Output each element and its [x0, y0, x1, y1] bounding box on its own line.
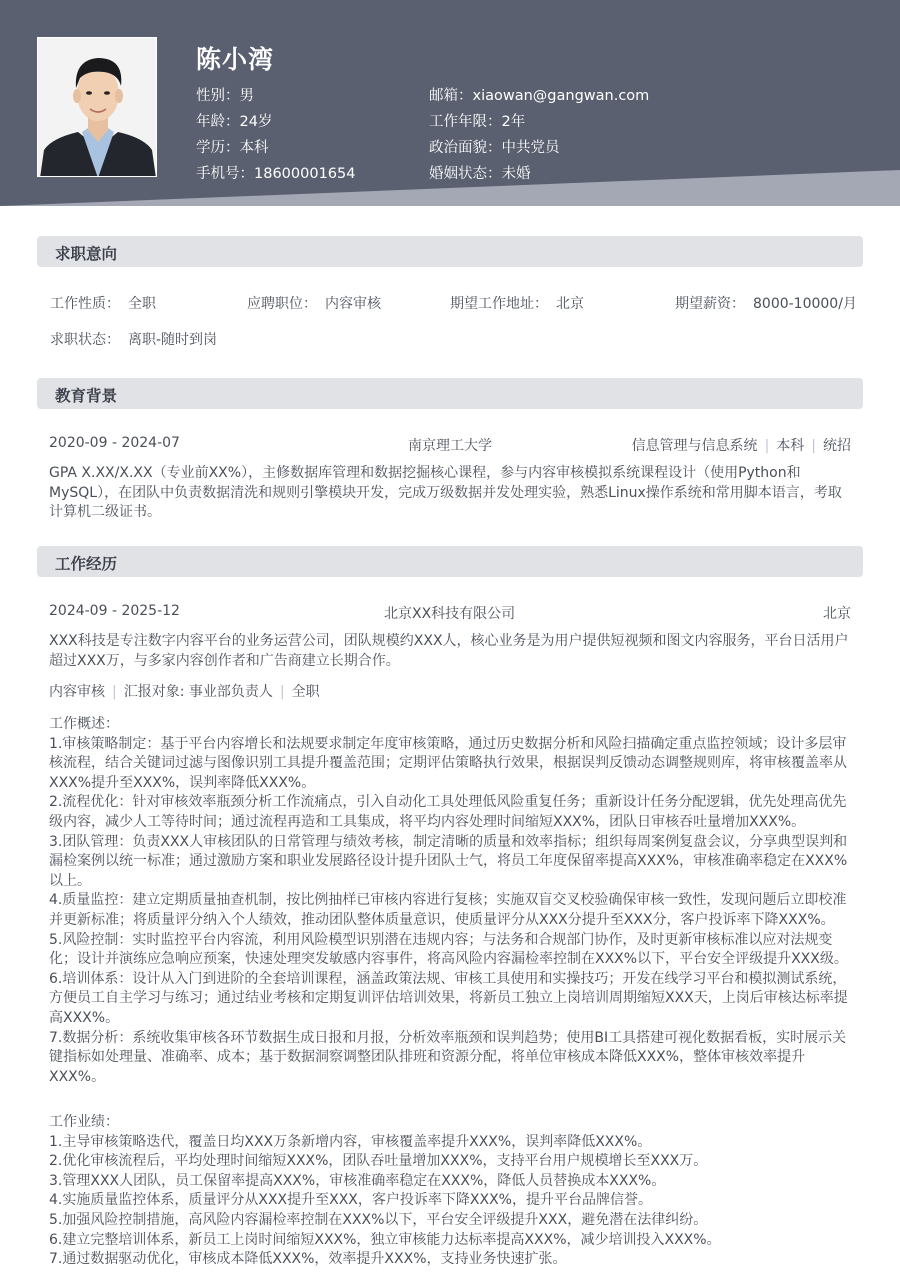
phone-info: 手机号：18600001654	[196, 166, 356, 182]
age-info: 年龄：24岁	[196, 114, 273, 130]
job-nature-value: 全职	[128, 296, 156, 312]
job-location-value: 北京	[556, 296, 584, 312]
job-status	[50, 329, 217, 349]
section-title-education: 教育背景	[55, 387, 118, 405]
work-role-line: 内容审核 | 汇报对象: 事业部负责人 | 全职	[49, 684, 320, 700]
section-title-work: 工作经历	[55, 555, 118, 573]
job-salary-label: 期望薪资：	[675, 296, 745, 312]
job-status-label: 求职状态：	[50, 332, 120, 348]
work-period: 2024-09 - 2025-12	[49, 603, 180, 619]
work-achievements: 工作业绩： 1.主导审核策略迭代，覆盖日均XXX万条新增内容，审核覆盖率提升XXX%，误判率降低XXX%。 2.优化审核流程后，平均处理时间缩短XXX%，团队吞吐量增加XXX%，支持平台用户规模增长至XXX万。 3.管理XXX人团队，员工保留率提高XXX%，审核准确率稳定在XXX%，降低人员替换成本XXX%。 4.实施质量监控体系，质量评分从XXX提升至XXX，客户投诉率下降XXX%，提升平台品牌信誉。 5.加强风险控制措施，高风险内容漏检率控制在XXX%以下，平台安全评级提升XXX，避免潜在法律纠纷。 6.建立完整培训体系，新员工上岗时间缩短XXX%，独立审核能力达标率提高XXX%，减少培训投入XXX%。 7.通过数据驱动优化，审核成本降低XXX%，效率提升XXX%，支持业务快速扩张。	[49, 1114, 721, 1268]
education-major-degree: 信息管理与信息系统 | 本科 | 统招	[631, 438, 851, 454]
political-status-info: 政治面貌：中共党员	[429, 140, 560, 156]
work-report: 汇报对象: 事业部负责人	[123, 684, 273, 700]
job-location	[450, 293, 584, 313]
portrait-photo	[38, 38, 157, 177]
work-overview: 工作概述： 1.审核策略制定：基于平台内容增长和法规要求制定年度审核策略，通过历史数据分析和风险扫描确定重点监控领域；设计多层审 核流程，结合关键词过滤与图像识别工具提升覆盖范围；定期评估策略执行效果，根据误判反馈动态调整规则库，将审核覆盖率从 XXX%提升至XXX%，误判率降低XXX%。 2.流程优化：针对审核效率瓶颈分析工作流痛点，引入自动化工具处理低风险重复任务；重新设计任务分配逻辑，优先处理高优先 级内容，减少人工等待时间；通过流程再造和工具集成，将平均内容处理时间缩短XXX%，团队日审核吞吐量增加XXX%。 3.团队管理：负责XXX人审核团队的日常管理与绩效考核，制定清晰的质量和效率指标；组织每周案例复盘会议，分享典型误判和 漏检案例以统一标准；通过激励方案和职业发展路径设计提升团队士气，将员工年度保留率提高XXX%，审核准确率稳定在XXX% 以上。 4.质量监控：建立定期质量抽查机制，按比例抽样已审核内容进行复核；实施双盲交叉校验确保审核一致性，发现问题后立即校准 并更新标准；将质量评分纳入个人绩效，推动团队整体质量意识，使质量评分从XXX分提升至XXX分，客户投诉率下降XXX%。 5.风险控制：实时监控平台内容流，利用风险模型识别潜在违规内容；与法务和合规部门协作，及时更新审核标准以应对法规变 化；设计并演练应急响应预案，快速处理突发敏感内容事件，将高风险内容漏检率控制在XXX%以下，平台安全评级提升XXX级。 6.培训体系：设计从入门到进阶的全套培训课程，涵盖政策法规、审核工具使用和实操技巧；开发在线学习平台和模拟测试系统， 方便员工自主学习与练习；通过结业考核和定期复训评估培训效果，将新员工独立上岗培训周期缩短XXX天，上岗后审核达标率提 高XXX%。 7.数据分析：系统收集审核各环节数据生成日报和月报，分析效率瓶颈和误判趋势；使用BI工具搭建可视化数据看板，实时展示关 键指标如处理量、准确率、成本；基于数据洞察调整团队排班和资源分配，将单位审核成本降低XXX%，整体审核效率提升 XXX%。	[49, 716, 848, 1085]
education-degree: 本科	[776, 438, 805, 454]
work-years-info: 工作年限：2年	[429, 114, 526, 130]
section-title-job-intent: 求职意向	[55, 245, 118, 263]
education-type: 统招	[823, 438, 851, 454]
gender-info: 性别：男	[196, 88, 254, 104]
education-info: 学历：本科	[196, 140, 269, 156]
section-education	[37, 378, 863, 409]
email-info: 邮箱：xiaowan@gangwan.com	[429, 88, 650, 104]
section-work-experience	[37, 546, 863, 577]
job-location-label: 期望工作地址：	[450, 296, 548, 312]
education-period: 2020-09 - 2024-07	[49, 435, 180, 451]
job-salary	[675, 293, 857, 313]
job-position	[247, 293, 381, 313]
work-job-type: 全职	[291, 684, 320, 700]
avatar	[37, 37, 157, 177]
education-description: GPA X.XX/X.XX（专业前XX%），主修数据库管理和数据挖掘核心课程，参与内容审核模拟系统课程设计（使用Python和 MySQL），在团队中负责数据清洗和规则引擎模块开发，完成万级数据并发处理实验，熟悉Linux操作系统和常用脚本语言，考取 计算机二级证书。	[49, 465, 842, 521]
work-role: 内容审核	[49, 684, 105, 700]
marital-status-info: 婚姻状态：未婚	[429, 166, 531, 182]
work-company: 北京XX科技有限公司	[384, 606, 516, 622]
candidate-name: 陈小湾	[196, 45, 275, 74]
job-position-label: 应聘职位：	[247, 296, 317, 312]
job-status-value: 离职-随时到岗	[128, 332, 218, 348]
job-salary-value: 8000-10000/月	[753, 296, 857, 312]
education-school: 南京理工大学	[408, 438, 492, 454]
company-description: XXX科技是专注数字内容平台的业务运营公司，团队规模约XXX人，核心业务是为用户提供短视频和图文内容服务，平台日活用户 超过XXX万，与多家内容创作者和广告商建立长期合作。	[49, 633, 849, 669]
resume-header	[0, 0, 900, 206]
job-position-value: 内容审核	[325, 296, 381, 312]
work-city: 北京	[823, 606, 851, 622]
section-job-intent	[37, 236, 863, 267]
job-nature-label: 工作性质：	[50, 296, 120, 312]
education-major: 信息管理与信息系统	[631, 438, 758, 454]
job-nature	[50, 293, 156, 313]
